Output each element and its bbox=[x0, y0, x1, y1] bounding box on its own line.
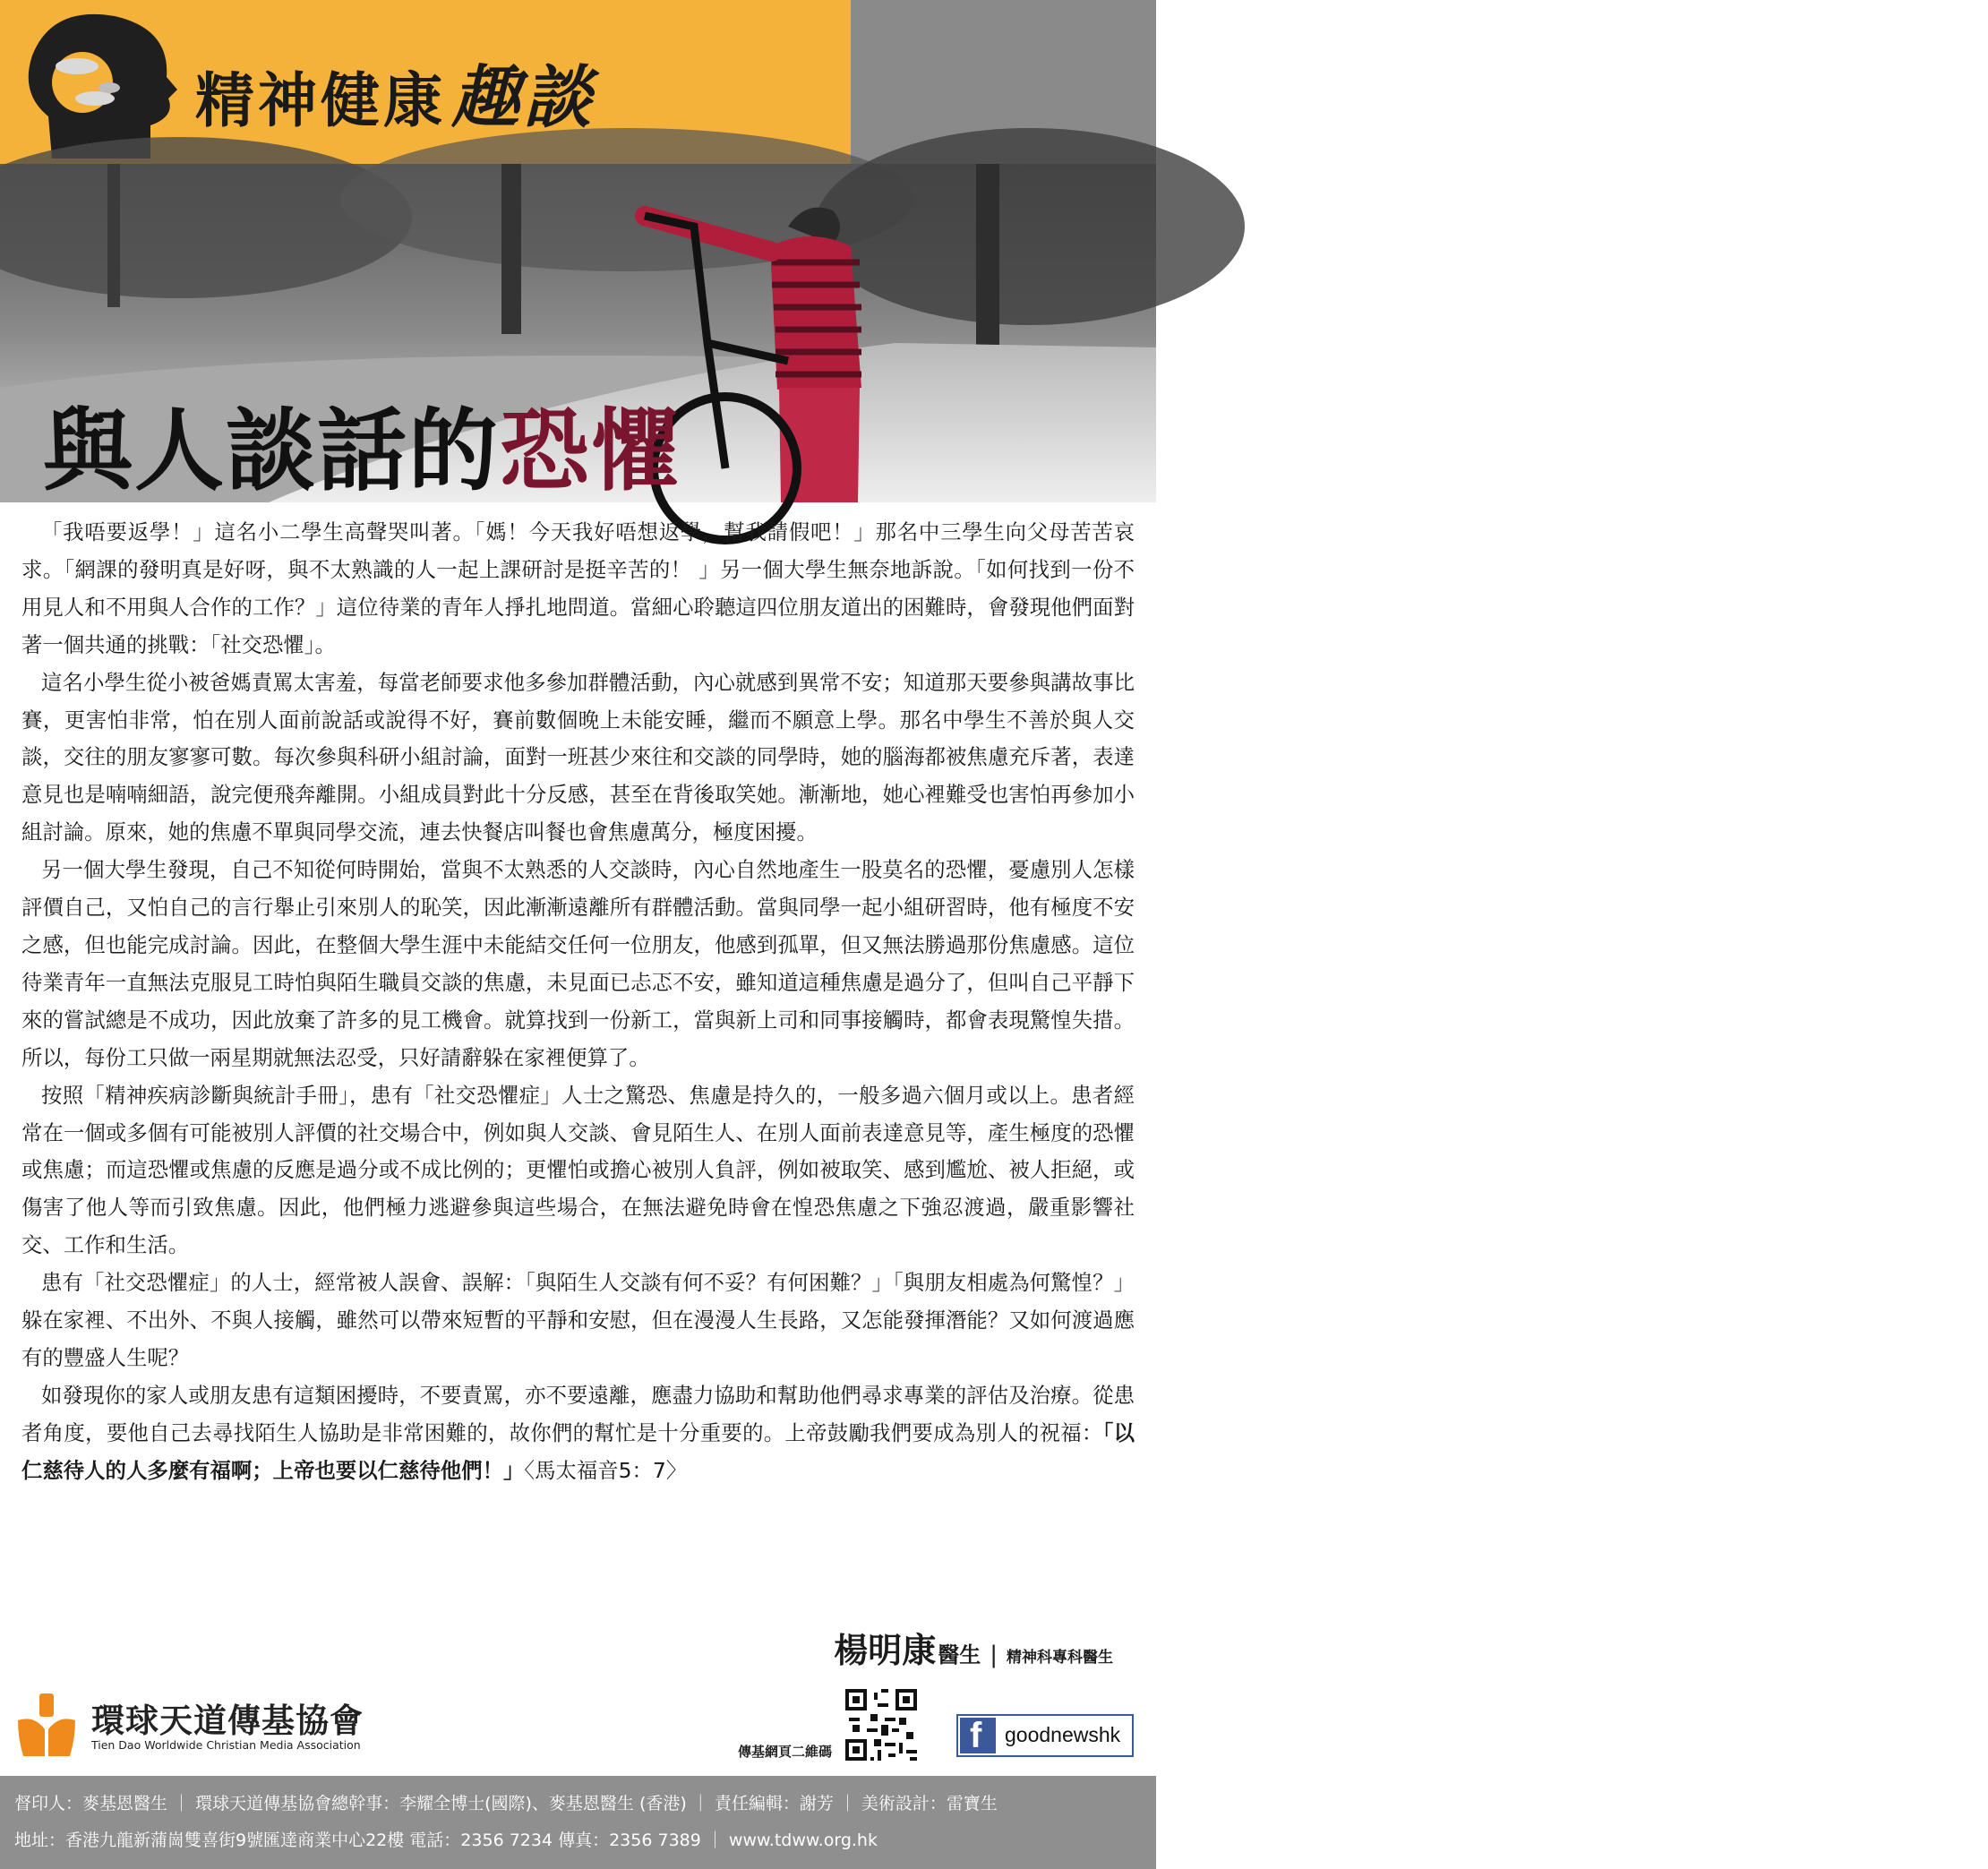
article-paragraph-4: 按照「精神疾病診斷與統計手冊」，患有「社交恐懼症」人士之驚恐、焦慮是持久的，一般多過六個月或以上。患者經常在一個或多個有可能被別人評價的社交場合中，例如與人交談、會見陌生人、在別人面前表達意見等，產生極度的恐懼或焦慮；而這恐懼或焦慮的反應是過分或不成比例的；更懼怕或擔心被別人負評，例如被取笑、感到尷尬、被人拒絕，或傷害了他人等而引致焦慮。因此，他們極力逃避參與這些場合，在無法避免時會在惶恐焦慮之下強忍渡過，嚴重影響社交、工作和生活。 bbox=[21, 1082, 1135, 1258]
article-title-accent: 恐懼 bbox=[500, 398, 682, 503]
footer-contact: 地址：香港九龍新蒲崗雙喜街9號匯達商業中心22樓 電話：2356 7234 傳真：2356 7389 ｜ www.tdww.org.hk bbox=[14, 1830, 878, 1850]
hero-image bbox=[0, 164, 1156, 502]
author-name: 楊明康 bbox=[834, 1630, 937, 1670]
author-suffix: 醫生 bbox=[938, 1642, 981, 1668]
bible-reference: 〈馬太福音5：7〉 bbox=[524, 1457, 688, 1483]
footer-credits: 督印人：麥基恩醫生 ｜ 環球天道傳基協會總幹事：李耀全博士(國際)、麥基恩醫生 (香港) ｜ 責任編輯：謝芳 ｜ 美術設計：雷寶生 bbox=[14, 1794, 998, 1813]
qr-label: 傳基網頁二維碼 bbox=[738, 1744, 833, 1760]
org-logo-block bbox=[18, 1688, 394, 1760]
header-title-emphasis: 趣談 bbox=[451, 57, 595, 137]
column-title bbox=[1737, 36, 1988, 134]
paragraph-6-text: 如發現你的家人或朋友患有這類困擾時，不要責罵，亦不要遠離，應盡力協助和幫助他們尋求專業的評估及治療。從患者角度，要他自己去尋找陌生人協助是非常困難的，故你們的幫忙是十分重要的。上帝鼓勵我們要成為別人的祝福： bbox=[21, 1382, 1135, 1445]
org-name-zh: 環球天道傳基協會 bbox=[91, 1702, 364, 1740]
facebook-icon: f bbox=[960, 1718, 996, 1753]
article-paragraph-1: 「我唔要返學！」這名小二學生高聲哭叫著。「媽！今天我好唔想返學，幫我請假吧！」那名中三學生向父母苦苦哀求。「網課的發明真是好呀，與不太熟識的人一起上課研討是挺辛苦的！ 」另一個大學生無奈地訴說。「如何找到一份不用見人和不用與人合作的工作？」這位待業的青年人掙扎地問道。當細心聆聽這四位朋友道出的困難時，會發現他們面對著一個共通的挑戰：「社交恐懼」。 bbox=[21, 519, 1135, 657]
column-char-4: 道 bbox=[1922, 58, 1981, 127]
head-silhouette-icon bbox=[16, 11, 182, 159]
article-body bbox=[21, 514, 1135, 1490]
column-char-2: 天 bbox=[1796, 46, 1854, 112]
article-paragraph-6 bbox=[21, 1377, 1135, 1490]
author-title: 精神科專科醫生 bbox=[1007, 1649, 1113, 1667]
facebook-link[interactable] bbox=[956, 1714, 1134, 1757]
article-paragraph-3: 另一個大學生發現，自己不知從何時開始，當與不太熟悉的人交談時，內心自然地產生一股莫名的恐懼，憂慮別人怎樣評價自己，又怕自己的言行舉止引來別人的恥笑，因此漸漸遠離所有群體活動。當與同學一起小組研習時，他有極度不安之感，但也能完成討論。因此，在整個大學生涯中未能結交任何一位朋友，他感到孤單，但又無法勝過那份焦慮感。這位待業青年一直無法克服見工時怕與陌生職員交談的焦慮，未見面已忐忑不安，雖知道這種焦慮是過分了，但叫自己平靜下來的嘗試總是不成功，因此放棄了許多的見工機會。就算找到一份新工，當與新上司和同事接觸時，都會表現驚惶失措。所以，每份工只做一兩星期就無法忍受，只好請辭躲在家裡便算了。 bbox=[21, 857, 1135, 1070]
article-paragraph-2: 這名小學生從小被爸媽責罵太害羞，每當老師要求他多參加群體活動，內心就感到異常不安；知道那天要參與講故事比賽，更害怕非常，怕在別人面前說話或說得不好，賽前數個晚上未能安睡，繼而不願意上學。那名中學生不善於與人交談，交往的朋友寥寥可數。每次參與科研小組討論，面對一班甚少來往和交談的同學時，她的腦海都被焦慮充斥著，表達意見也是喃喃細語，說完便飛奔離開。小組成員對此十分反感，甚至在背後取笑她。漸漸地，她心裡難受也害怕再參加小組討論。原來，她的焦慮不單與同學交流，連去快餐店叫餐也會焦慮萬分，極度困擾。 bbox=[21, 669, 1135, 845]
facebook-handle: goodnewshk bbox=[1005, 1723, 1121, 1746]
article-title-main: 與人談話的 bbox=[43, 398, 500, 503]
article-paragraph-5: 患有「社交恐懼症」的人士，經常被人誤會、誤解：「與陌生人交談有何不妥？有何困難？」「與朋友相處為何驚惶？」躲在家裡、不出外、不與人接觸，雖然可以帶來短暫的平靜和安慰，但在漫漫人生長路，又怎能發揮潛能？又如何渡過應有的豐盛人生呢？ bbox=[21, 1270, 1135, 1370]
org-logo-icon bbox=[18, 1693, 77, 1756]
header-title-main: 精神健康 bbox=[195, 66, 446, 135]
author-separator: | bbox=[990, 1642, 998, 1668]
org-name-en: Tien Dao Worldwide Christian Media Association bbox=[91, 1738, 361, 1752]
bible-quote: 「以仁慈待人的人多麼有福啊；上帝也要以仁慈待他們！」 bbox=[21, 1419, 1135, 1483]
column-char-1: 談 bbox=[1737, 64, 1782, 117]
article-title bbox=[43, 379, 682, 508]
author-byline bbox=[834, 1623, 1113, 1672]
footer-bar bbox=[0, 1776, 1156, 1869]
qr-code-icon[interactable] bbox=[845, 1689, 917, 1761]
header-title bbox=[195, 43, 595, 141]
column-char-3: 說 bbox=[1866, 64, 1911, 117]
